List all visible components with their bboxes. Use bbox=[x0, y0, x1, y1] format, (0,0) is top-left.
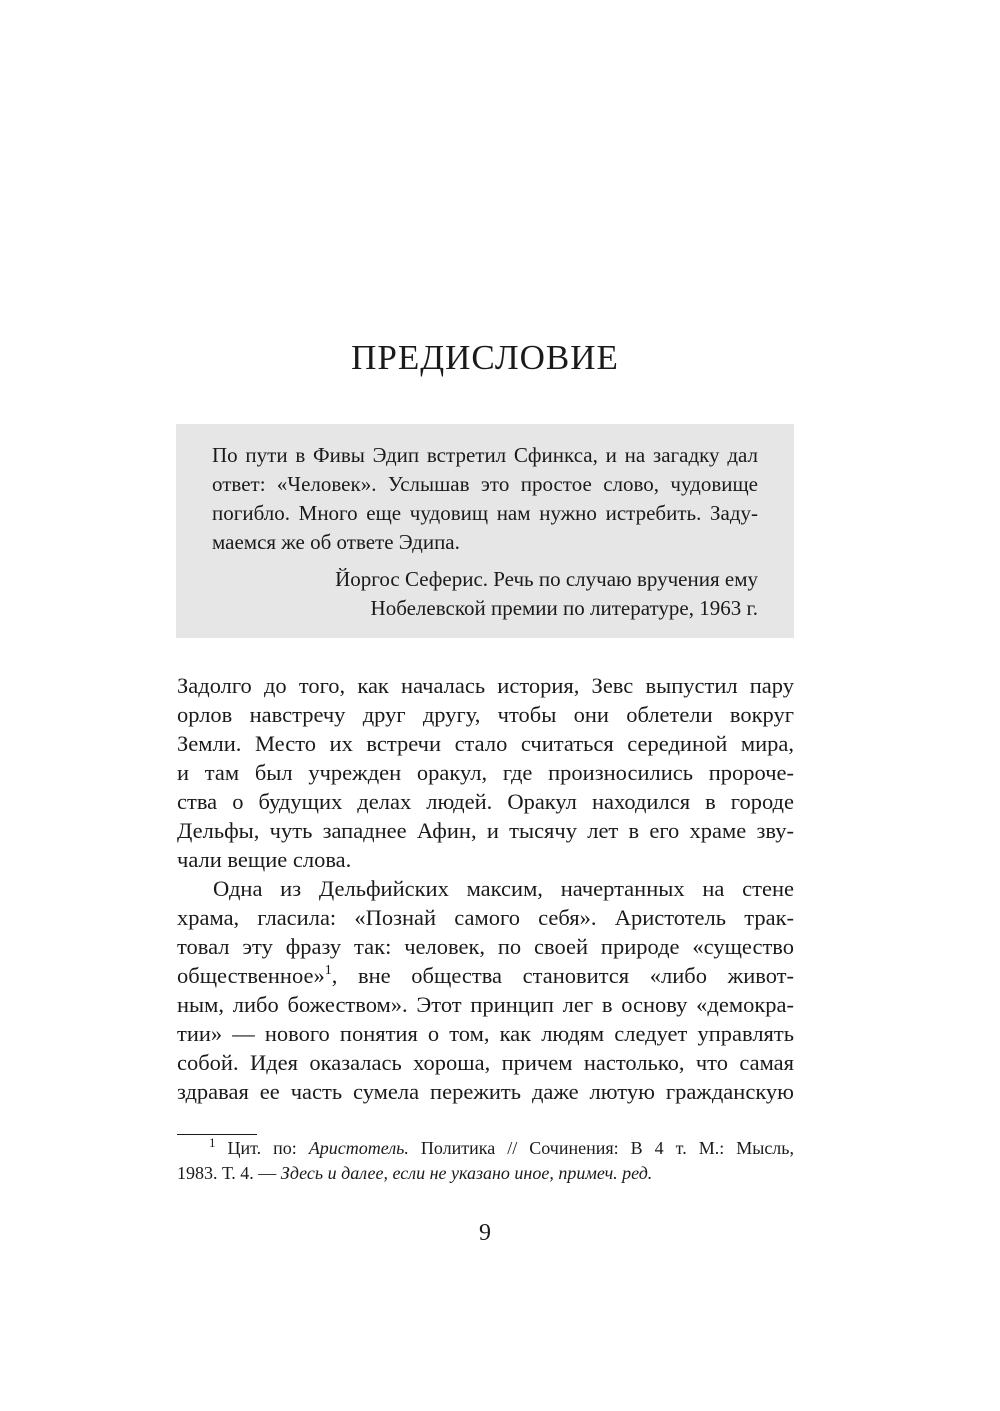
epigraph-box bbox=[176, 424, 794, 638]
text-line: Земли. Место их встречи стало считаться серединой мира, bbox=[177, 731, 794, 756]
text-line: здравая ее часть сумела пережить даже лютую гражданскую bbox=[177, 1079, 794, 1104]
footnote-reference[interactable]: 1 bbox=[324, 963, 332, 978]
text-line: и там был учрежден оракул, где произносились пророче- bbox=[177, 760, 794, 785]
page-title: ПРЕДИСЛОВИЕ bbox=[351, 338, 619, 377]
text-fragment: , вне общества становится «либо живот- bbox=[331, 963, 794, 988]
footnote-marker: 1 bbox=[209, 1135, 216, 1150]
footnote-text: Цит. по: bbox=[215, 1138, 309, 1158]
text-line-with-footnote-ref bbox=[177, 961, 794, 990]
epigraph-line: ответ: «Человек». Услышав это простое слово, чудовище bbox=[212, 472, 758, 496]
text-line: Одна из Дельфийских максим, начертанных на стене bbox=[213, 876, 794, 901]
text-line: орлов навстречу друг другу, чтобы они облетели вокруг bbox=[177, 702, 794, 727]
text-line: ства о будущих делах людей. Оракул находился в городе bbox=[177, 789, 794, 814]
text-line: храма, гласила: «Познай самого себя». Аристотель трак- bbox=[177, 905, 794, 930]
footnote bbox=[177, 1136, 794, 1186]
footnote-line bbox=[177, 1161, 794, 1186]
footnote-divider bbox=[177, 1134, 257, 1135]
footnote-line bbox=[177, 1136, 794, 1161]
epigraph-attribution bbox=[212, 565, 758, 623]
text-line: Дельфы, чуть западнее Афин, и тысячу лет в его храме зву- bbox=[177, 818, 794, 843]
text-line: чали вещие слова. bbox=[177, 847, 352, 872]
text-line: собой. Идея оказалась хороша, причем настолько, что самая bbox=[177, 1050, 794, 1075]
footnote-author: Аристотель. bbox=[308, 1138, 409, 1158]
epigraph-line: маемся же об ответе Эдипа. bbox=[212, 530, 460, 554]
attribution-line: Йоргос Сеферис. Речь по случаю вручения ему bbox=[335, 567, 758, 591]
text-line: Задолго до того, как началась история, Зевс выпустил пару bbox=[177, 673, 794, 698]
body-text bbox=[177, 671, 794, 1106]
page-number: 9 bbox=[479, 1220, 491, 1246]
text-line: тии» — нового понятия о том, как людям следует управлять bbox=[177, 1021, 794, 1046]
text-line: ным, либо божеством». Этот принцип лег в основу «демокра- bbox=[177, 992, 794, 1017]
text-line: товал эту фразу так: человек, по своей природе «существо bbox=[177, 934, 794, 959]
footnote-text: 1983. Т. 4. — bbox=[177, 1163, 281, 1183]
epigraph-line: погибло. Много еще чудовищ нам нужно истребить. Заду- bbox=[212, 501, 758, 525]
footnote-text: Политика // Сочинения: В 4 т. М.: Мысль, bbox=[408, 1138, 794, 1158]
epigraph-line: По пути в Фивы Эдип встретил Сфинкса, и на загадку дал bbox=[212, 443, 758, 467]
footnote-editor-note: Здесь и далее, если не указано иное, примеч. ред. bbox=[280, 1163, 653, 1183]
attribution-line: Нобелевской премии по литературе, 1963 г. bbox=[370, 596, 758, 620]
text-fragment: общественное» bbox=[177, 963, 325, 988]
